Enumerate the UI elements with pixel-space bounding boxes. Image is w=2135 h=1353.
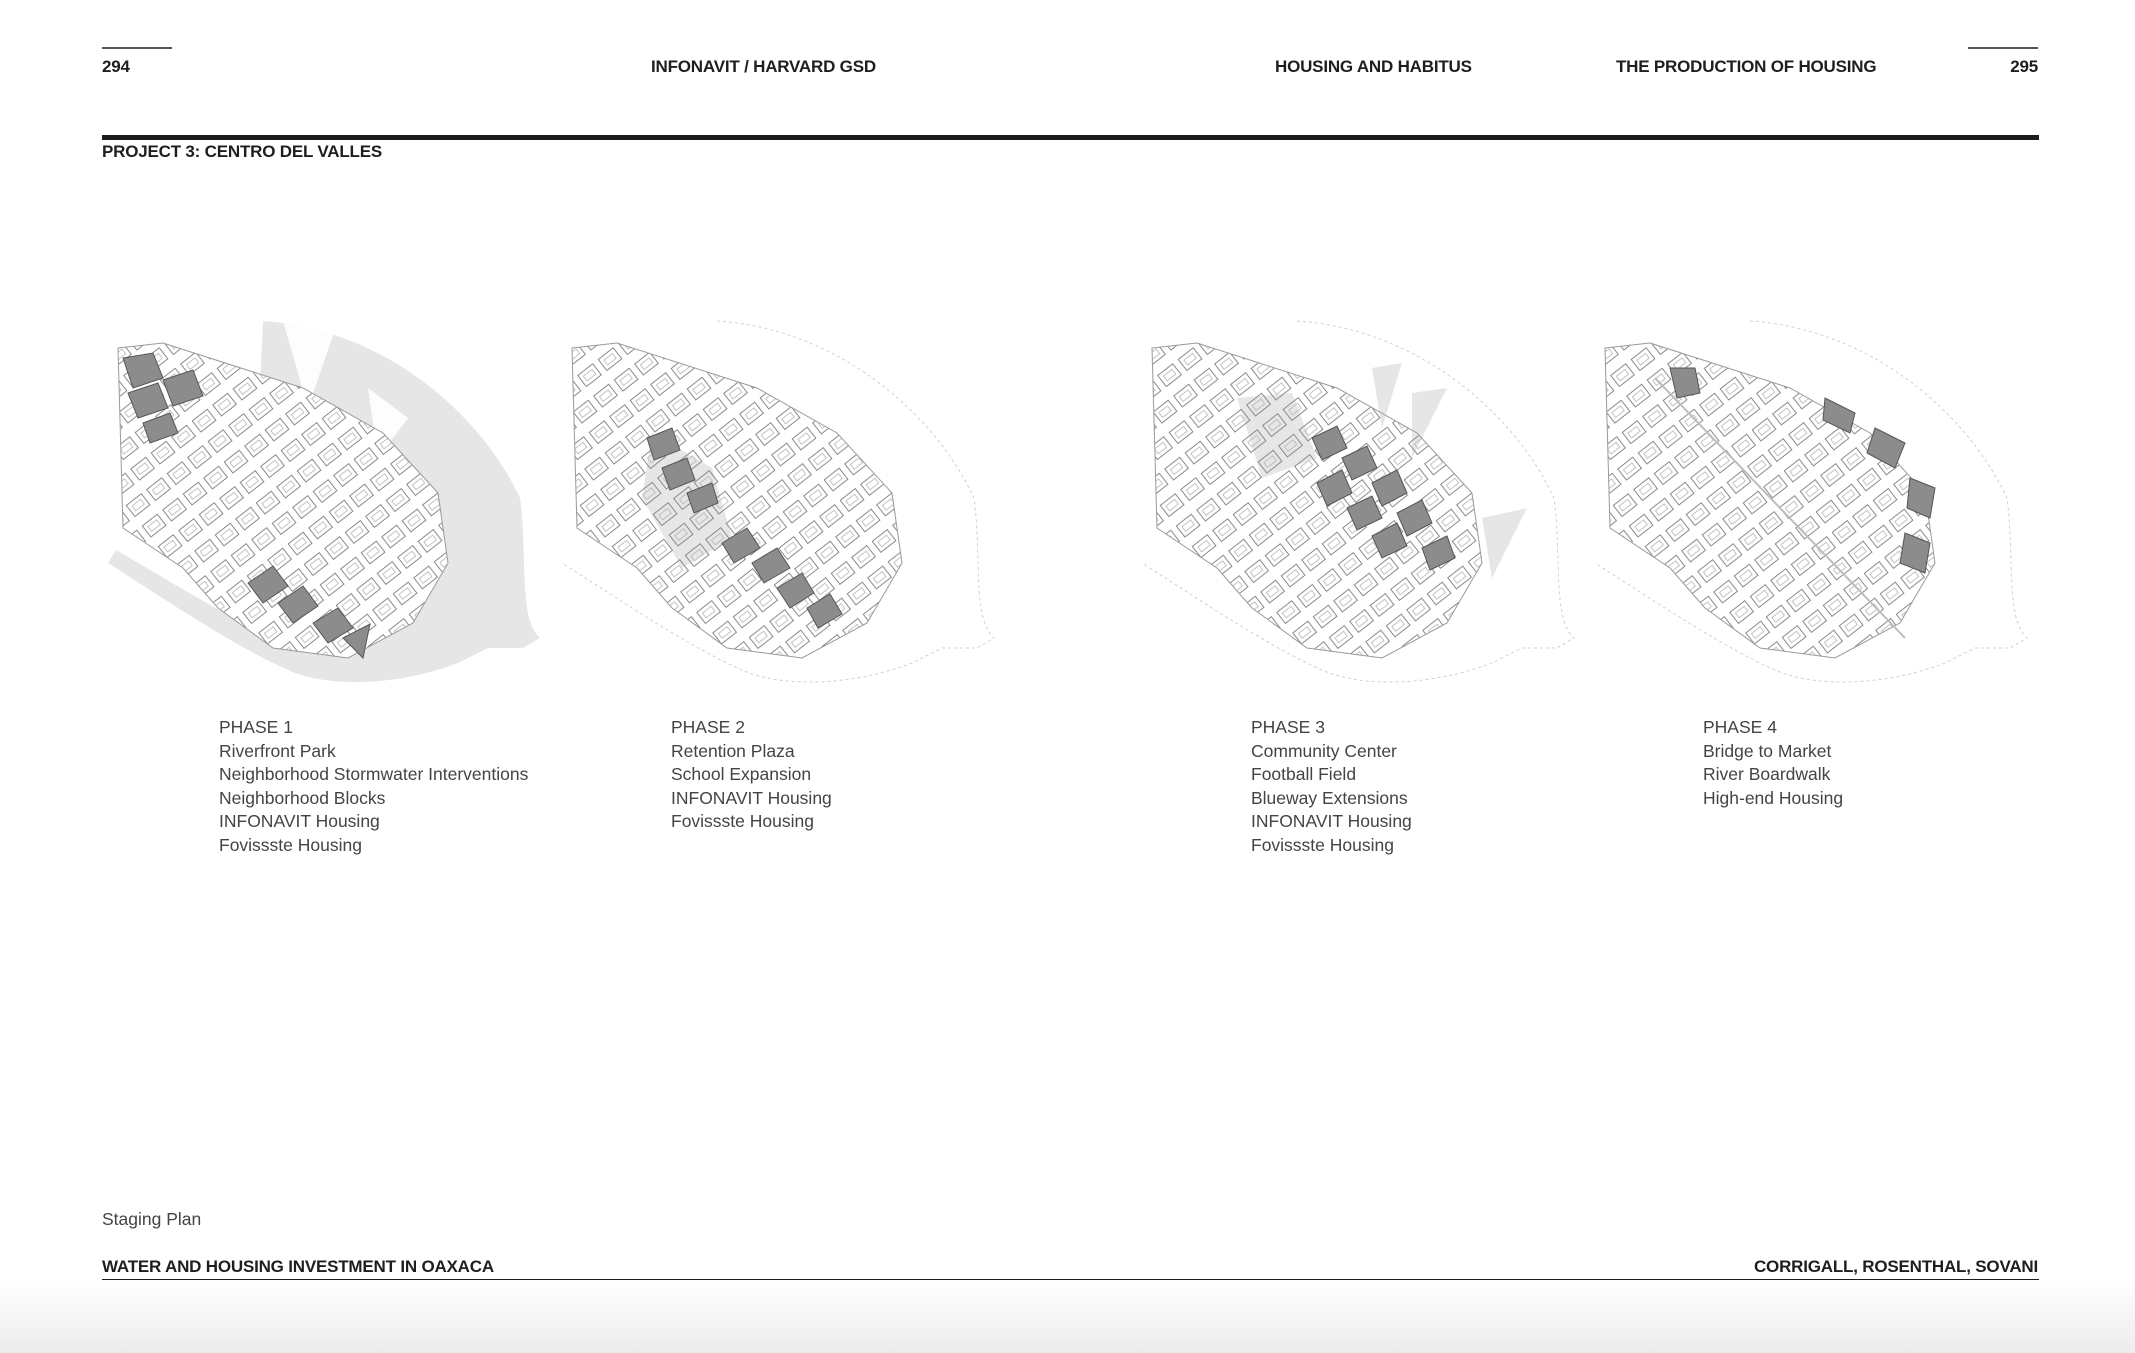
phase-3-plan xyxy=(1142,318,1578,690)
phase-1-item: Fovissste Housing xyxy=(219,834,362,855)
phase-4-item: High-end Housing xyxy=(1703,787,1844,808)
footer-left-title: WATER AND HOUSING INVESTMENT IN OAXACA xyxy=(102,1257,494,1276)
phase-1-title: PHASE 1 xyxy=(219,717,293,737)
page-number-left: 294 xyxy=(102,57,130,76)
phase-2-plan xyxy=(562,318,998,690)
page-number-right: 295 xyxy=(2010,57,2038,76)
phase-1-item: Neighborhood Stormwater Interventions xyxy=(219,764,529,784)
section-title: PROJECT 3: CENTRO DEL VALLES xyxy=(102,142,382,161)
figure-caption: Staging Plan xyxy=(102,1209,202,1229)
phase-2-title: PHASE 2 xyxy=(671,717,745,737)
phase-1-plan xyxy=(108,318,544,690)
phase-1-item: INFONAVIT Housing xyxy=(219,811,380,831)
phase-2-item: INFONAVIT Housing xyxy=(671,787,832,808)
phase-3-title: PHASE 3 xyxy=(1251,717,1325,737)
running-title-middle: HOUSING AND HABITUS xyxy=(1275,57,1472,76)
phase-4-caption xyxy=(1703,716,1843,810)
phase-1-caption xyxy=(219,716,528,857)
phase-2-item: School Expansion xyxy=(671,764,812,784)
phase-3-item: INFONAVIT Housing xyxy=(1251,811,1412,831)
phase-4-item: Bridge to Market xyxy=(1703,740,1832,761)
phase-3-item: Blueway Extensions xyxy=(1251,787,1408,808)
phase-2-item: Fovissste Housing xyxy=(671,811,814,831)
phase-2-caption xyxy=(671,716,832,834)
phase-3-item: Fovissste Housing xyxy=(1251,834,1394,855)
phase-3-item: Community Center xyxy=(1251,740,1397,761)
header-rule-left xyxy=(102,47,172,49)
running-title-left: INFONAVIT / HARVARD GSD xyxy=(651,57,876,76)
header-thick-rule xyxy=(102,135,2039,140)
footer-right-authors: CORRIGALL, ROSENTHAL, SOVANI xyxy=(1753,1257,2038,1276)
running-title-right: THE PRODUCTION OF HOUSING xyxy=(1616,57,1877,76)
phase-1-item: Riverfront Park xyxy=(219,740,336,761)
phase-3-caption xyxy=(1251,716,1412,857)
phase-4-plan xyxy=(1595,318,2031,690)
phase-4-item: River Boardwalk xyxy=(1703,764,1831,784)
phase-2-item: Retention Plaza xyxy=(671,740,795,761)
header-rule-right xyxy=(1968,47,2038,49)
phase-3-item: Football Field xyxy=(1251,764,1357,784)
phase-1-item: Neighborhood Blocks xyxy=(219,787,386,808)
page-bottom-shadow xyxy=(0,1280,2135,1353)
phase-4-title: PHASE 4 xyxy=(1703,717,1777,737)
